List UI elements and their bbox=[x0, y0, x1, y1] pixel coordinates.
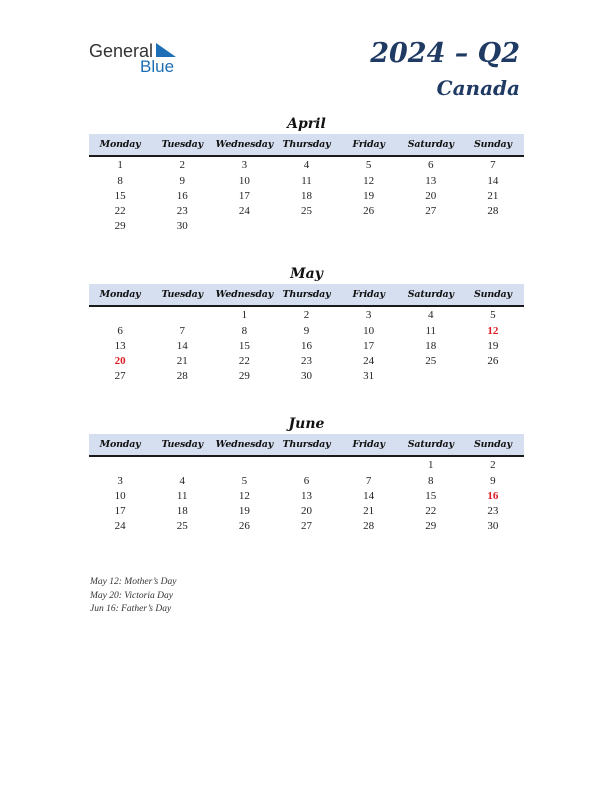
month-name: May bbox=[290, 266, 323, 282]
week-row bbox=[89, 204, 524, 219]
day-cell: 23 bbox=[176, 205, 188, 217]
day-cell: 15 bbox=[114, 190, 126, 202]
day-cell bbox=[151, 457, 213, 474]
day-cell: 20 bbox=[114, 355, 126, 367]
week-row bbox=[89, 174, 524, 189]
day-cell: 1 bbox=[428, 459, 434, 471]
day-cell: 13 bbox=[114, 340, 126, 352]
day-cell: 30 bbox=[176, 220, 188, 232]
week-row bbox=[89, 369, 524, 384]
weekday-label: Tuesday bbox=[161, 439, 203, 450]
weekday-header bbox=[89, 434, 524, 457]
day-cell: 2 bbox=[179, 159, 185, 171]
day-cell: 19 bbox=[238, 505, 250, 517]
day-cell: 16 bbox=[300, 340, 312, 352]
weekday-label: Monday bbox=[99, 439, 141, 450]
weekday-label: Saturday bbox=[407, 289, 454, 300]
day-cell: 22 bbox=[114, 205, 126, 217]
week-row bbox=[89, 489, 524, 504]
day-cell: 10 bbox=[238, 175, 250, 187]
day-cell: 12 bbox=[238, 490, 250, 502]
day-cell: 19 bbox=[363, 190, 375, 202]
day-cell: 14 bbox=[363, 490, 375, 502]
week-row bbox=[89, 474, 524, 489]
weekday-header bbox=[89, 284, 524, 307]
weekday-label: Saturday bbox=[407, 139, 454, 150]
weekday-label: Thursday bbox=[282, 439, 331, 450]
day-cell bbox=[275, 219, 337, 234]
page-title: 2024 – Q2 bbox=[370, 38, 520, 69]
day-cell: 24 bbox=[363, 355, 375, 367]
day-cell: 28 bbox=[487, 205, 499, 217]
week-row bbox=[89, 519, 524, 534]
day-cell: 18 bbox=[425, 340, 437, 352]
day-cell: 6 bbox=[117, 325, 123, 337]
day-cell bbox=[151, 307, 213, 324]
day-cell: 17 bbox=[363, 340, 375, 352]
day-cell: 9 bbox=[179, 175, 185, 187]
day-cell: 23 bbox=[300, 355, 312, 367]
week-row bbox=[89, 504, 524, 519]
day-cell: 24 bbox=[114, 520, 126, 532]
day-cell bbox=[462, 219, 524, 234]
day-cell: 2 bbox=[303, 309, 310, 321]
day-cell: 1 bbox=[117, 159, 123, 171]
month-block-june bbox=[89, 414, 524, 534]
weekday-label: Tuesday bbox=[161, 289, 203, 300]
day-cell: 7 bbox=[179, 325, 185, 337]
day-cell: 19 bbox=[487, 340, 499, 352]
day-cell: 2 bbox=[490, 459, 496, 471]
day-cell: 25 bbox=[176, 520, 188, 532]
weekday-label: Saturday bbox=[407, 439, 454, 450]
day-cell: 24 bbox=[238, 205, 250, 217]
weekday-label: Thursday bbox=[282, 289, 331, 300]
day-cell: 25 bbox=[300, 205, 312, 217]
day-cell bbox=[338, 219, 400, 234]
logo bbox=[89, 40, 189, 76]
day-cell: 26 bbox=[363, 205, 375, 217]
day-cell: 29 bbox=[425, 520, 437, 532]
day-cell: 11 bbox=[176, 490, 188, 502]
weekday-label: Friday bbox=[352, 139, 385, 150]
weekday-label: Wednesday bbox=[215, 289, 274, 300]
weekday-label: Wednesday bbox=[215, 439, 274, 450]
day-cell: 27 bbox=[300, 520, 312, 532]
weekday-label: Tuesday bbox=[161, 139, 203, 150]
day-cell: 12 bbox=[487, 325, 499, 337]
holiday-notes bbox=[90, 576, 176, 617]
weekday-header bbox=[89, 134, 524, 157]
day-cell: 27 bbox=[114, 370, 126, 382]
day-cell: 4 bbox=[428, 309, 434, 321]
day-cell bbox=[400, 369, 462, 384]
day-cell: 28 bbox=[363, 520, 375, 532]
day-cell: 25 bbox=[425, 355, 437, 367]
week-row bbox=[89, 354, 524, 369]
day-cell: 17 bbox=[238, 190, 250, 202]
week-row bbox=[89, 219, 524, 234]
day-cell: 5 bbox=[241, 475, 248, 487]
day-cell: 26 bbox=[487, 355, 499, 367]
day-cell: 28 bbox=[176, 370, 188, 382]
day-cell: 16 bbox=[487, 490, 499, 502]
day-cell bbox=[462, 369, 524, 384]
day-cell: 8 bbox=[241, 325, 248, 337]
day-cell bbox=[89, 457, 151, 474]
day-cell: 31 bbox=[363, 370, 375, 382]
day-cell: 10 bbox=[114, 490, 126, 502]
week-row bbox=[89, 307, 524, 324]
weekday-label: Sunday bbox=[474, 439, 512, 450]
day-cell: 6 bbox=[428, 159, 434, 171]
weekday-label: Monday bbox=[99, 139, 141, 150]
day-cell: 21 bbox=[176, 355, 188, 367]
day-cell: 26 bbox=[238, 520, 250, 532]
week-row bbox=[89, 157, 524, 174]
day-cell: 3 bbox=[365, 309, 372, 321]
day-cell: 17 bbox=[114, 505, 126, 517]
day-cell: 4 bbox=[179, 475, 185, 487]
weekday-label: Friday bbox=[352, 289, 385, 300]
month-block-may bbox=[89, 264, 524, 384]
day-cell: 10 bbox=[363, 325, 375, 337]
day-cell: 29 bbox=[238, 370, 250, 382]
day-cell: 3 bbox=[117, 475, 123, 487]
day-cell bbox=[275, 457, 337, 474]
day-cell bbox=[213, 457, 275, 474]
day-cell: 21 bbox=[363, 505, 375, 517]
day-cell: 5 bbox=[365, 159, 372, 171]
day-cell: 21 bbox=[487, 190, 499, 202]
day-cell: 8 bbox=[428, 475, 434, 487]
day-cell: 13 bbox=[300, 490, 312, 502]
day-cell bbox=[400, 219, 462, 234]
weekday-label: Wednesday bbox=[215, 139, 274, 150]
day-cell: 27 bbox=[425, 205, 437, 217]
day-cell: 30 bbox=[300, 370, 312, 382]
day-cell: 22 bbox=[425, 505, 437, 517]
day-cell: 22 bbox=[238, 355, 250, 367]
day-cell: 23 bbox=[487, 505, 499, 517]
day-cell: 30 bbox=[487, 520, 499, 532]
weekday-label: Monday bbox=[99, 289, 141, 300]
country-name: Canada bbox=[436, 76, 520, 100]
day-cell: 13 bbox=[425, 175, 437, 187]
weekday-label: Thursday bbox=[282, 139, 331, 150]
week-row bbox=[89, 339, 524, 354]
day-cell: 20 bbox=[300, 505, 312, 517]
day-cell: 6 bbox=[303, 475, 310, 487]
day-cell: 3 bbox=[241, 159, 248, 171]
holiday-note: May 20: Victoria Day bbox=[90, 590, 173, 601]
day-cell: 18 bbox=[176, 505, 188, 517]
month-name: June bbox=[288, 416, 325, 432]
weekday-label: Sunday bbox=[474, 139, 512, 150]
day-cell: 15 bbox=[425, 490, 437, 502]
day-cell: 14 bbox=[176, 340, 188, 352]
day-cell: 15 bbox=[238, 340, 250, 352]
week-row bbox=[89, 457, 524, 474]
day-cell: 14 bbox=[487, 175, 499, 187]
day-cell: 11 bbox=[425, 325, 437, 337]
weekday-label: Friday bbox=[352, 439, 385, 450]
day-cell: 11 bbox=[301, 175, 312, 187]
day-cell bbox=[338, 457, 400, 474]
day-cell: 7 bbox=[490, 159, 496, 171]
day-cell: 8 bbox=[117, 175, 123, 187]
week-row bbox=[89, 189, 524, 204]
day-cell: 4 bbox=[303, 159, 310, 171]
month-name: April bbox=[287, 116, 326, 132]
day-cell: 29 bbox=[114, 220, 126, 232]
logo-blue-text: Blue bbox=[140, 57, 175, 76]
holiday-note: Jun 16: Father’s Day bbox=[90, 604, 172, 614]
day-cell: 1 bbox=[241, 309, 248, 321]
logo-flag-icon bbox=[156, 43, 176, 57]
day-cell: 16 bbox=[176, 190, 188, 202]
day-cell: 18 bbox=[300, 190, 312, 202]
day-cell bbox=[213, 219, 275, 234]
day-cell: 7 bbox=[365, 475, 372, 487]
day-cell: 12 bbox=[363, 175, 375, 187]
day-cell: 20 bbox=[425, 190, 437, 202]
logo-general-text: General bbox=[89, 41, 154, 61]
day-cell bbox=[89, 307, 151, 324]
month-block-april bbox=[89, 114, 524, 234]
weekday-label: Sunday bbox=[474, 289, 512, 300]
day-cell: 5 bbox=[490, 309, 496, 321]
holiday-note: May 12: Mother’s Day bbox=[90, 577, 177, 587]
day-cell: 9 bbox=[303, 325, 310, 337]
day-cell: 9 bbox=[490, 475, 496, 487]
week-row bbox=[89, 324, 524, 339]
